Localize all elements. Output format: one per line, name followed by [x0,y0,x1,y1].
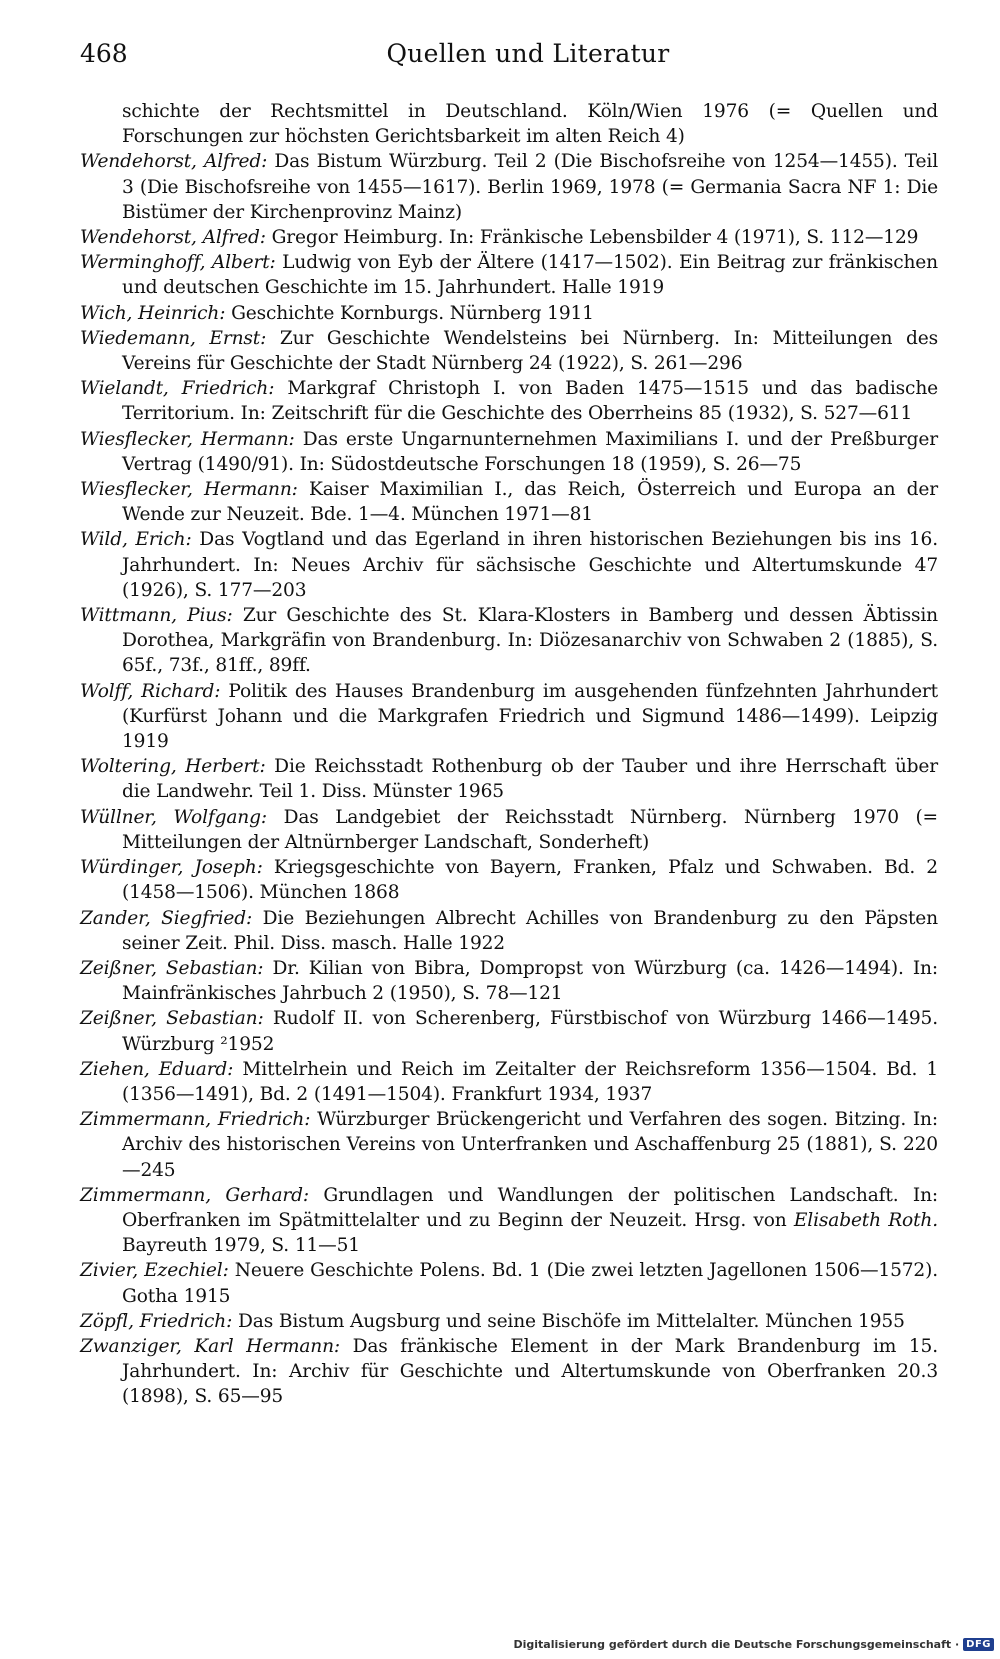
entry-author: Würdinger, Joseph: [80,857,263,879]
bibliography-entry [80,250,938,300]
entry-text: Dr. Kilian von Bibra, Dompropst von Würzburg (ca. 1426—1494). In: Mainfränkisches Jahrbuch 2 (1950), S. 78—121 [122,957,938,1005]
entry-text: Das Landgebiet der Reichsstadt Nürnberg. Nürnberg 1970 (= Mitteilungen der Altnürnberger Landschaft, Sonderheft) [122,806,938,853]
bibliography-entry [80,301,938,326]
entry-author: Wielandt, Friedrich: [80,378,275,400]
bibliography-entry [80,99,938,149]
entry-text: Mittelrhein und Reich im Zeitalter der Reichsreform 1356—1504. Bd. 1 (1356—1491), Bd. 2 (1491—1504). Frankfurt 1934, 1937 [122,1058,938,1105]
entry-author: Wiesflecker, Hermann: [80,479,298,501]
running-head [80,36,936,72]
bibliography-entry [80,1057,938,1107]
bibliography-entry [80,1309,938,1334]
bibliography-entry [80,1006,938,1056]
entry-text: Kaiser Maximilian I., das Reich, Österreich und Europa an der Wende zur Neuzeit. Bde. 1—4. München 1971—81 [122,479,938,526]
entry-text: Das Bistum Würzburg. Teil 2 (Die Bischofsreihe von 1254—1455). Teil 3 (Die Bischofsreihe von 1455—1617). Berlin 1969, 1978 (= Germania Sacra NF 1: Die Bistümer der Kirchenprovinz Mainz) [122,151,938,223]
bibliography-entry [80,603,938,679]
bibliography-entry [80,855,938,905]
bibliography-entry [80,149,938,225]
bibliography-entry [80,1183,938,1259]
entry-author: Zöpfl, Friedrich: [80,1310,233,1332]
entry-text: Zur Geschichte Wendelsteins bei Nürnberg. In: Mitteilungen des Vereins für Geschichte der Stadt Nürnberg 24 (1922), S. 261—296 [122,327,938,375]
entry-text: Das fränkische Element in der Mark Brandenburg im 15. Jahrhundert. In: Archiv für Geschichte und Altertumskunde von Oberfranken 20.3 (1898), S. 65—95 [122,1335,938,1408]
entry-text: Das Bistum Augsburg und seine Bischöfe im Mittelalter. München 1955 [232,1310,905,1332]
entry-text: Zur Geschichte des St. Klara-Klosters in Bamberg und dessen Äbtissin Dorothea, Markgräfin von Brandenburg. In: Diözesanarchiv von Schwaben 2 (1885), S. 65f., 73f., 81ff., 89ff. [122,605,938,677]
entry-text: Das Vogtland und das Egerland in ihren historischen Beziehungen bis ins 16. Jahrhundert. In: Neues Archiv für sächsische Geschichte und Altertumskunde 47 (1926), S. 177—203 [122,529,938,601]
bibliography-entry [80,1334,938,1410]
bibliography-entry [80,679,938,755]
entry-text: Politik des Hauses Brandenburg im ausgehenden fünfzehnten Jahrhundert (Kurfürst Johann und die Markgrafen Friedrich und Sigmund 1486—1499). Leipzig 1919 [122,680,938,753]
entry-author: Werminghoff, Albert: [80,252,276,274]
bibliography-entry [80,1258,938,1308]
dfg-logo-icon: DFG [963,1638,994,1651]
entry-author: Wild, Erich: [80,529,192,551]
bibliography-entry [80,225,938,250]
bibliography-entry [80,906,938,956]
entry-author: Zimmermann, Gerhard: [80,1184,310,1206]
page-number: 468 [80,39,128,68]
bibliography-entry [80,1107,938,1183]
entry-author: Zimmermann, Friedrich: [80,1109,311,1131]
entry-text: Geschichte Kornburgs. Nürnberg 1911 [225,302,594,324]
bibliography-entry [80,477,938,527]
bibliography-entry [80,956,938,1006]
digitization-credit [513,1638,994,1651]
bibliography-entry [80,376,938,426]
entry-author: Wiesflecker, Hermann: [80,428,295,450]
entry-author: Zeißner, Sebastian: [80,957,264,979]
entry-author: Zeißner, Sebastian: [80,1008,264,1030]
entry-text: Gregor Heimburg. In: Fränkische Lebensbilder 4 (1971), S. 112—129 [265,227,919,249]
entry-author: Zivier, Ezechiel: [80,1260,229,1282]
entry-text: Rudolf II. von Scherenberg, Fürstbischof von Würzburg 1466—1495. Würzburg ²1952 [122,1008,938,1055]
entry-text: Ludwig von Eyb der Ältere (1417—1502). Ein Beitrag zur fränkischen und deutschen Geschichte im 15. Jahrhundert. Halle 1919 [122,252,938,299]
entry-text: Die Reichsstadt Rothenburg ob der Tauber und ihre Herrschaft über die Landwehr. Teil 1. Diss. Münster 1965 [122,756,938,803]
entry-author: Wendehorst, Alfred: [80,227,266,249]
entry-author: Woltering, Herbert: [80,756,266,778]
bibliography-entry [80,805,938,855]
entry-author: Zwanziger, Karl Hermann: [80,1335,341,1357]
entry-author: Wolff, Richard: [80,680,221,702]
entry-text: schichte der Rechtsmittel in Deutschland. Köln/Wien 1976 (= Quellen und Forschungen zur höchsten Gerichtsbarkeit im alten Reich 4) [122,101,938,148]
entry-text-after: Bayreuth 1979, S. 11—51 [122,1235,360,1257]
entry-editor: Elisabeth Roth. [793,1209,938,1231]
entry-author: Ziehen, Eduard: [80,1058,234,1080]
entry-author: Wittmann, Pius: [80,605,233,627]
entry-text: Das erste Ungarnunternehmen Maximilians I. und der Preßburger Vertrag (1490/91). In: Südostdeutsche Forschungen 18 (1959), S. 26—75 [122,428,938,475]
entry-text: Neuere Geschichte Polens. Bd. 1 (Die zwei letzten Jagellonen 1506—1572). Gotha 1915 [122,1260,938,1307]
entry-text: Kriegsgeschichte von Bayern, Franken, Pfalz und Schwaben. Bd. 2 (1458—1506). München 1868 [122,857,938,904]
page-title: Quellen und Literatur [386,39,670,68]
entry-text: Markgraf Christoph I. von Baden 1475—1515 und das badische Territorium. In: Zeitschrift für die Geschichte des Oberrheins 85 (1932), S. 527—611 [122,378,939,425]
bibliography-list [80,99,938,1410]
entry-author: Wich, Heinrich: [80,302,226,324]
entry-author: Wüllner, Wolfgang: [80,806,267,828]
entry-text: Würzburger Brückengericht und Verfahren des sogen. Bitzing. In: Archiv des historischen Vereins von Unterfranken und Aschaffenburg 25 (1881), S. 220—245 [122,1109,938,1181]
entry-author: Wiedemann, Ernst: [80,327,267,349]
bibliography-entry [80,326,938,376]
entry-author: Zander, Siegfried: [80,907,253,929]
bibliography-entry [80,754,938,804]
entry-author: Wendehorst, Alfred: [80,151,268,173]
entry-text: Grundlagen und Wandlungen der politischen Landschaft. In: Oberfranken im Spätmittelalter und zu Beginn der Neuzeit. Hrsg. von [122,1184,939,1231]
credit-text: Digitalisierung gefördert durch die Deutsche Forschungsgemeinschaft · [513,1638,960,1651]
entry-text: Die Beziehungen Albrecht Achilles von Brandenburg zu den Päpsten seiner Zeit. Phil. Diss. masch. Halle 1922 [122,907,938,954]
bibliography-entry [80,427,938,477]
bibliography-entry [80,527,938,603]
